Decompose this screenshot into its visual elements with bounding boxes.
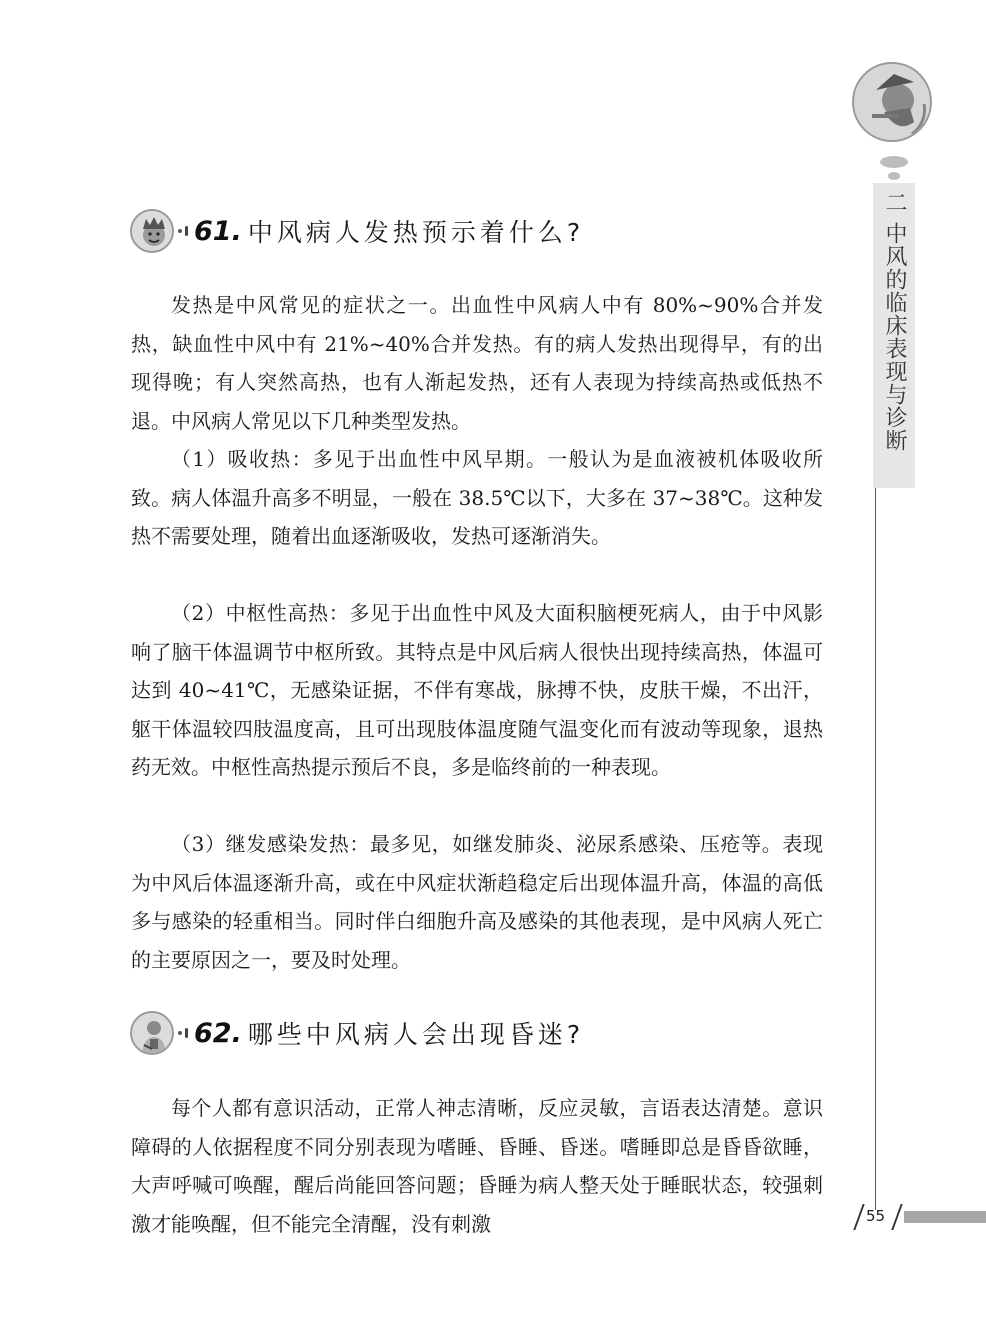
page-number: 55 [866, 1207, 886, 1225]
heading-dots [178, 1028, 188, 1038]
chapter-tab [873, 183, 915, 488]
section-heading [130, 206, 584, 256]
question-number: 61. [194, 215, 242, 247]
paragraph: 发热是中风常见的症状之一。出血性中风病人中有 80%~90%合并发热，缺血性中风中有 21%~40%合并发热。有的病人发热出现得早，有的出现得晚；有人突然高热，也有人渐起发热，还有人表现为持续高热或低热不退。中风病人常见以下几种类型发热。 [131, 293, 823, 433]
side-divider [875, 488, 876, 1210]
heading-dots [178, 226, 188, 236]
paragraph: （3）继发感染发热：最多见，如继发肺炎、泌尿系感染、压疮等。表现为中风后体温逐渐升高，或在中风症状渐趋稳定后出现体温升高，体温的高低多与感染的轻重相当。同时伴白细胞升高及感染的其他表现，是中风病人死亡的主要原因之一，要及时处理。 [131, 832, 823, 972]
paragraph: （2）中枢性高热：多见于出血性中风及大面积脑梗死病人，由于中风影响了脑干体温调节中枢所致。其特点是中风后病人很快出现持续高热，体温可达到 40~41℃，无感染证据，不伴有寒战，脉搏不快，皮肤干燥，不出汗，躯干体温较四肢温度高，且可出现肢体温度随气温变化而有波动等现象，退热药无效。中枢性高热提示预后不良，多是临终前的一种表现。 [131, 601, 823, 779]
chapter-illustration-icon [852, 62, 932, 142]
paragraph: 每个人都有意识活动，正常人神志清晰，反应灵敏，言语表达清楚。意识障碍的人依据程度不同分别表现为嗜睡、昏睡、昏迷。嗜睡即总是昏昏欲睡，大声呼喊可唤醒，醒后尚能回答问题；昏睡为病人整天处于睡眠状态，较强刺激才能唤醒，但不能完全清醒，没有刺激 [131, 1096, 823, 1236]
question-title: 中风病人发热预示着什么? [247, 218, 585, 247]
section-heading [130, 1008, 584, 1058]
decorative-dot [888, 172, 900, 180]
question-number: 62. [194, 1017, 242, 1049]
slash-right [891, 1204, 902, 1230]
paragraph: （1）吸收热：多见于出血性中风早期。一般认为是血液被机体吸收所致。病人体温升高多不明显，一般在 38.5℃以下，大多在 37~38℃。这种发热不需要处理，随着出血逐渐吸收，发热可逐渐消失。 [131, 447, 823, 548]
doctor-icon [130, 1011, 174, 1055]
page-number-block [852, 1204, 986, 1232]
question-title: 哪些中风病人会出现昏迷? [247, 1020, 585, 1049]
face-icon [130, 209, 174, 253]
page-bar [904, 1211, 986, 1223]
decorative-dot [880, 156, 908, 168]
slash-left [853, 1204, 864, 1230]
chapter-label: 二 中风的临床表现与诊断 [882, 191, 907, 452]
